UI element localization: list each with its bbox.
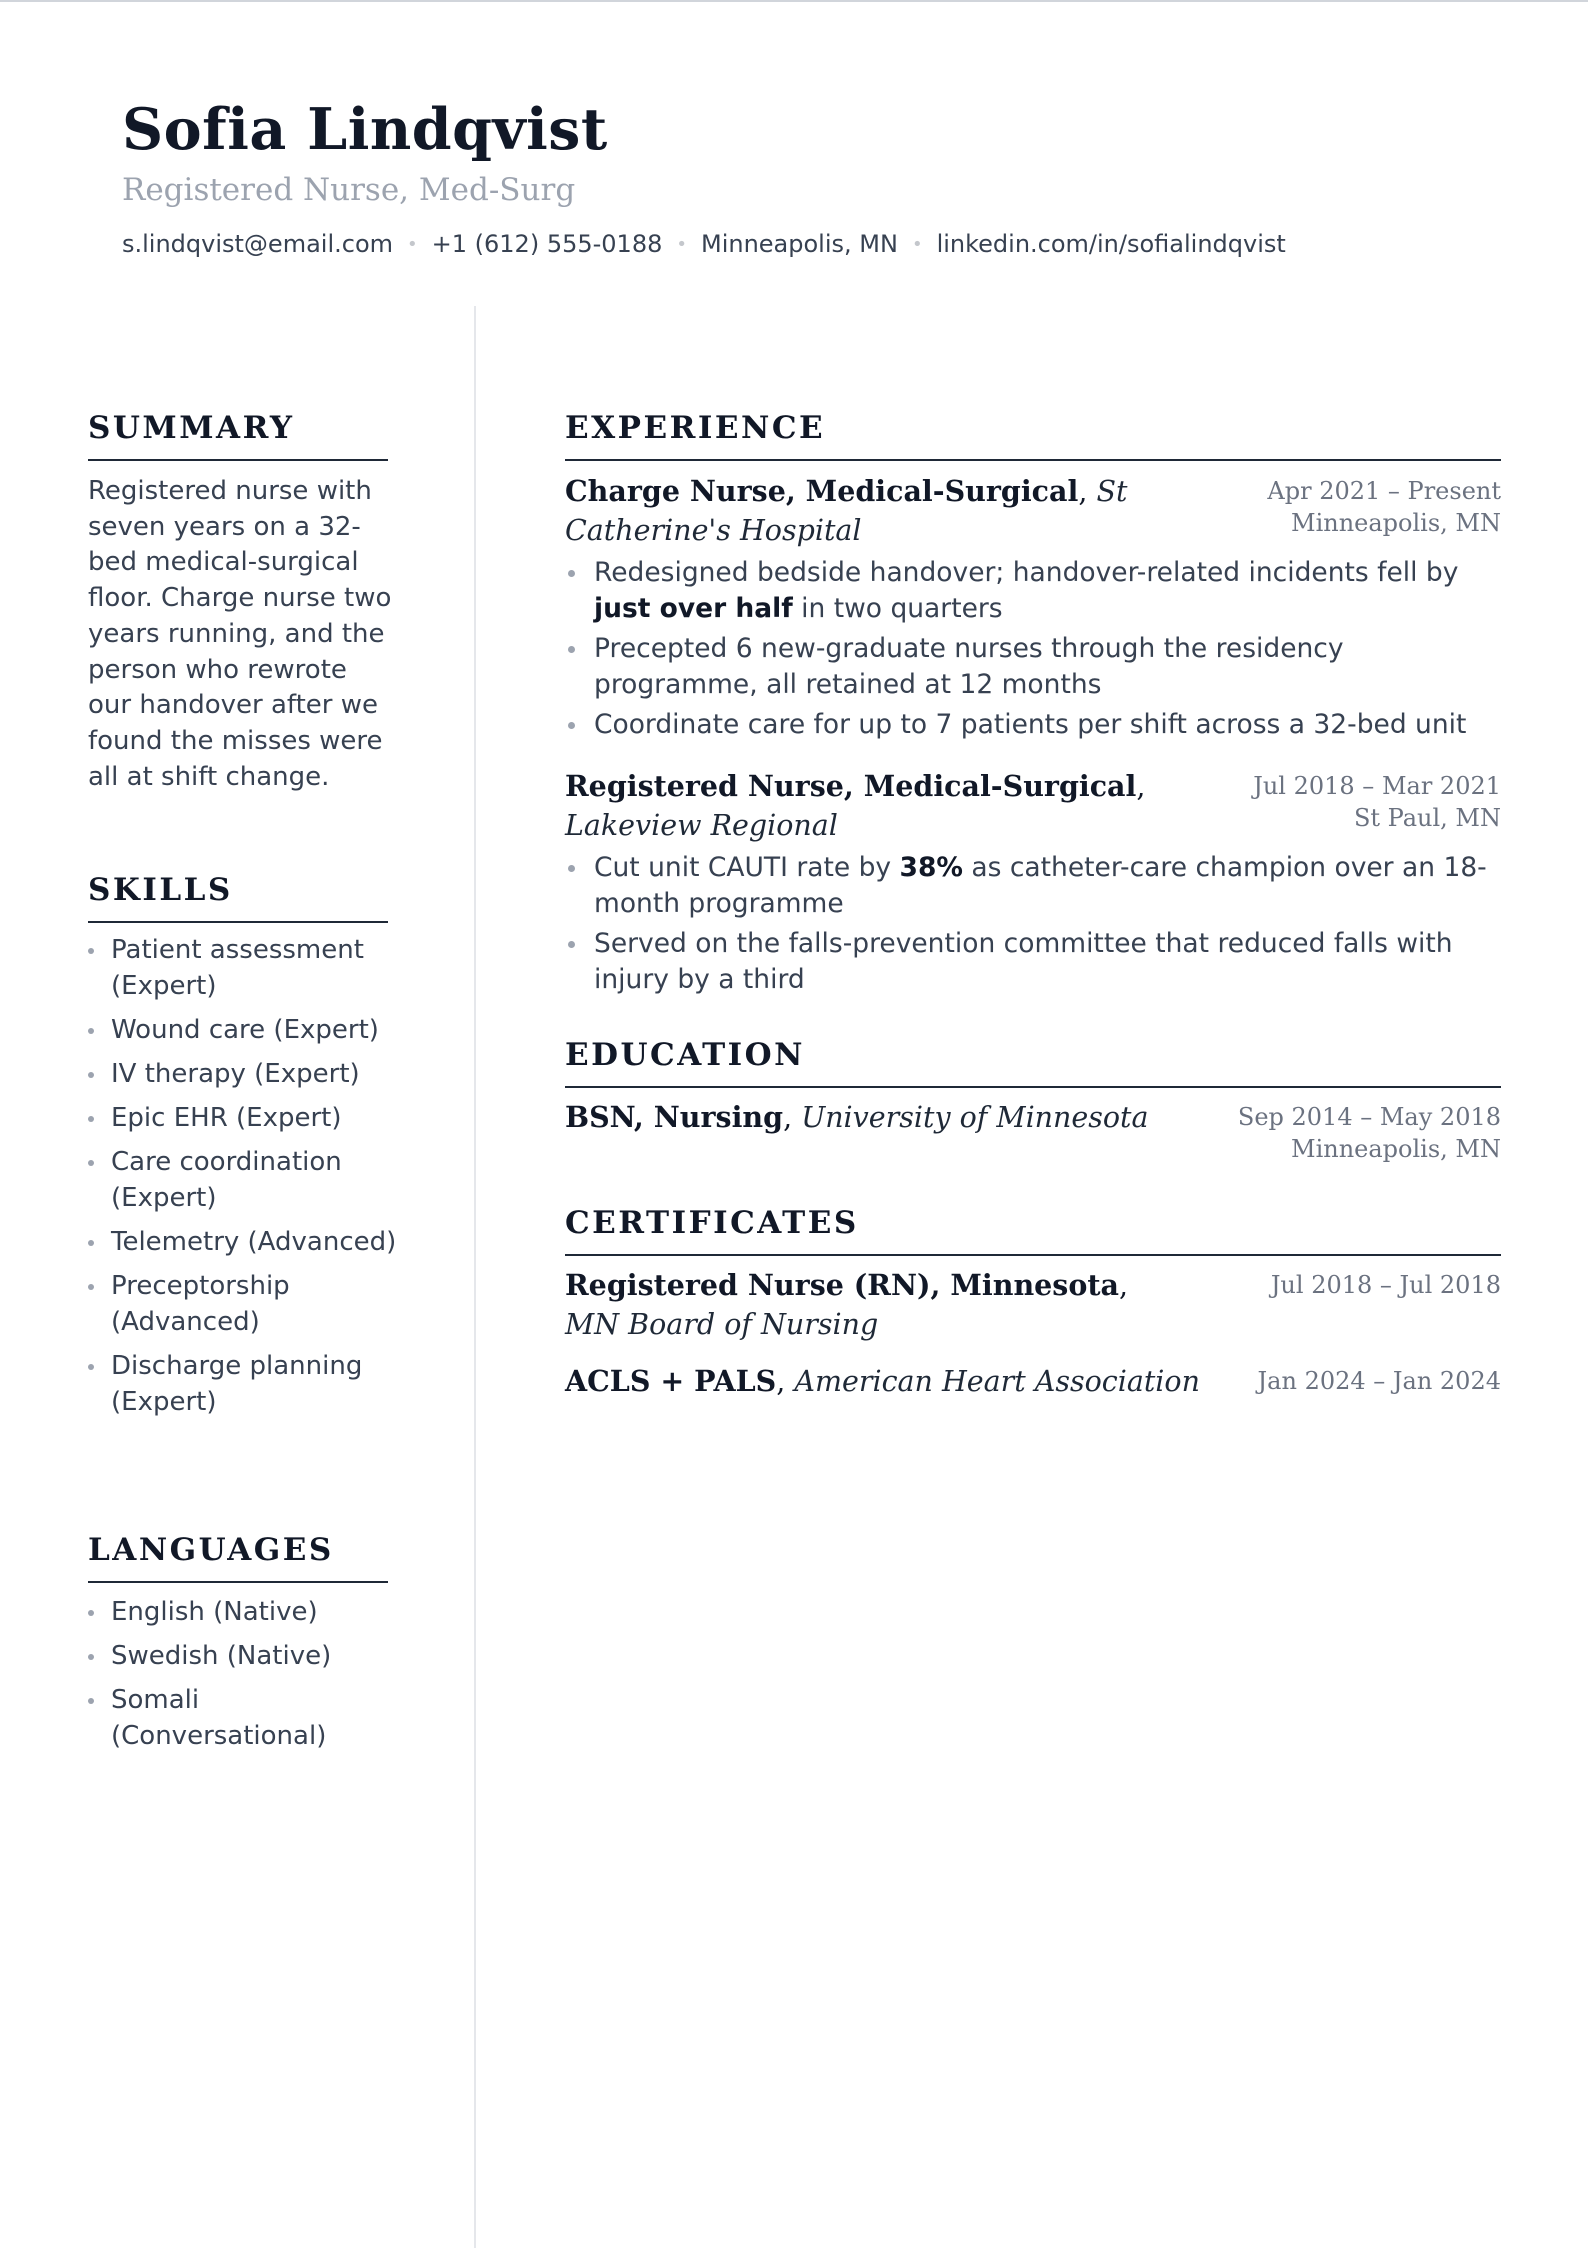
education-entry: BSN, Nursing, University of Minnesota Sep 2014 – May 2018 Minneapolis, MN bbox=[565, 1100, 1501, 1163]
job-location: St Paul, MN bbox=[1353, 804, 1501, 832]
skills-heading: SKILLS bbox=[88, 872, 388, 923]
job-bullet: Served on the falls-prevention committee that reduced falls with injury by a third bbox=[565, 926, 1501, 998]
job-bullets bbox=[565, 555, 1501, 743]
certificate-name: Registered Nurse (RN), Minnesota bbox=[565, 1268, 1119, 1302]
certificate-issuer: American Heart Association bbox=[794, 1365, 1200, 1398]
candidate-name: Sofia Lindqvist bbox=[122, 96, 608, 163]
skill-item: Discharge planning (Expert) bbox=[88, 1348, 408, 1420]
summary-text: Registered nurse with seven years on a 32-bed medical-surgical floor. Charge nurse two years running, and the person who rewrote our handover after we found the misses were all at shift change. bbox=[88, 476, 392, 792]
certificate-dates: Jul 2018 – Jul 2018 bbox=[1270, 1271, 1501, 1299]
skills-list bbox=[88, 932, 408, 1420]
job-role: Charge Nurse, Medical-Surgical bbox=[565, 474, 1079, 508]
contact-location: Minneapolis, MN bbox=[700, 230, 898, 258]
column-divider bbox=[474, 306, 476, 2248]
contact-linkedin[interactable]: linkedin.com/in/sofialindqvist bbox=[936, 230, 1286, 258]
separator-dot: • bbox=[676, 234, 687, 255]
language-item: Somali (Conversational) bbox=[88, 1682, 408, 1754]
job-bullet: Precepted 6 new-graduate nurses through the residency programme, all retained at 12 months bbox=[565, 631, 1501, 703]
languages-heading: LANGUAGES bbox=[88, 1532, 388, 1583]
job-bullet: Cut unit CAUTI rate by 38% as catheter-care champion over an 18-month programme bbox=[565, 850, 1501, 922]
skill-item: Patient assessment (Expert) bbox=[88, 932, 408, 1004]
job-location: Minneapolis, MN bbox=[1291, 509, 1501, 537]
job-organization: St Catherine's Hospital bbox=[565, 475, 1128, 547]
experience-heading: EXPERIENCE bbox=[565, 410, 1501, 461]
candidate-title: Registered Nurse, Med-Surg bbox=[122, 172, 576, 208]
skill-item: Telemetry (Advanced) bbox=[88, 1224, 408, 1260]
skill-item: Care coordination (Expert) bbox=[88, 1144, 408, 1216]
degree: BSN, Nursing bbox=[565, 1100, 784, 1134]
certificate-name: ACLS + PALS bbox=[565, 1364, 777, 1398]
skill-item: Wound care (Expert) bbox=[88, 1012, 408, 1048]
certificate-dates: Jan 2024 – Jan 2024 bbox=[1257, 1367, 1501, 1395]
language-item: English (Native) bbox=[88, 1594, 408, 1630]
experience-entry: Registered Nurse, Medical-Surgical, Lakeview Regional Jul 2018 – Mar 2021 St Paul, MN Cut unit CAUTI rate by 38% as catheter-care champion over an 18-month programme Served on the falls-prevention committee that reduced falls with injury by a third bbox=[565, 767, 1501, 1002]
education-heading: EDUCATION bbox=[565, 1037, 1501, 1088]
certificates-heading: CERTIFICATES bbox=[565, 1205, 1501, 1256]
job-dates: Jul 2018 – Mar 2021 bbox=[1253, 772, 1501, 800]
language-item: Swedish (Native) bbox=[88, 1638, 408, 1674]
certificate-entry: ACLS + PALS, American Heart Association Jan 2024 – Jan 2024 bbox=[565, 1364, 1501, 1398]
job-organization: Lakeview Regional bbox=[565, 808, 838, 842]
separator-dot: • bbox=[911, 234, 923, 255]
separator-dot: • bbox=[407, 234, 418, 255]
job-bullet: Coordinate care for up to 7 patients per shift across a 32-bed unit bbox=[565, 707, 1501, 743]
experience-entry: Charge Nurse, Medical-Surgical, St Catherine's Hospital Apr 2021 – Present Minneapolis, MN Redesigned bedside handover; handover-related incidents fell by just over half in two quarters Precepted 6 new-graduate nurses through the residency programme, all retained at 12 months Coordinate care for up to 7 patients per shift across a 32-bed unit bbox=[565, 472, 1501, 747]
education-location: Minneapolis, MN bbox=[1291, 1135, 1501, 1163]
summary-heading: SUMMARY bbox=[88, 410, 388, 461]
job-bullet: Redesigned bedside handover; handover-related incidents fell by just over half in two quarters bbox=[565, 555, 1501, 627]
job-dates: Apr 2021 – Present bbox=[1267, 477, 1501, 505]
school: University of Minnesota bbox=[801, 1101, 1149, 1134]
contact-email[interactable]: s.lindqvist@email.com bbox=[122, 230, 394, 258]
skill-item: IV therapy (Expert) bbox=[88, 1056, 408, 1092]
top-border bbox=[0, 0, 1588, 2]
languages-list bbox=[88, 1594, 408, 1754]
certificate-issuer: MN Board of Nursing bbox=[565, 1307, 879, 1341]
job-role: Registered Nurse, Medical-Surgical bbox=[565, 769, 1137, 803]
contact-line bbox=[122, 230, 1286, 258]
skill-item: Preceptorship (Advanced) bbox=[88, 1268, 408, 1340]
skill-item: Epic EHR (Expert) bbox=[88, 1100, 408, 1136]
education-dates: Sep 2014 – May 2018 bbox=[1237, 1103, 1501, 1131]
job-bullets bbox=[565, 850, 1501, 998]
contact-phone[interactable]: +1 (612) 555-0188 bbox=[431, 230, 663, 258]
certificate-entry: Registered Nurse (RN), Minnesota, MN Board of Nursing Jul 2018 – Jul 2018 bbox=[565, 1268, 1501, 1341]
